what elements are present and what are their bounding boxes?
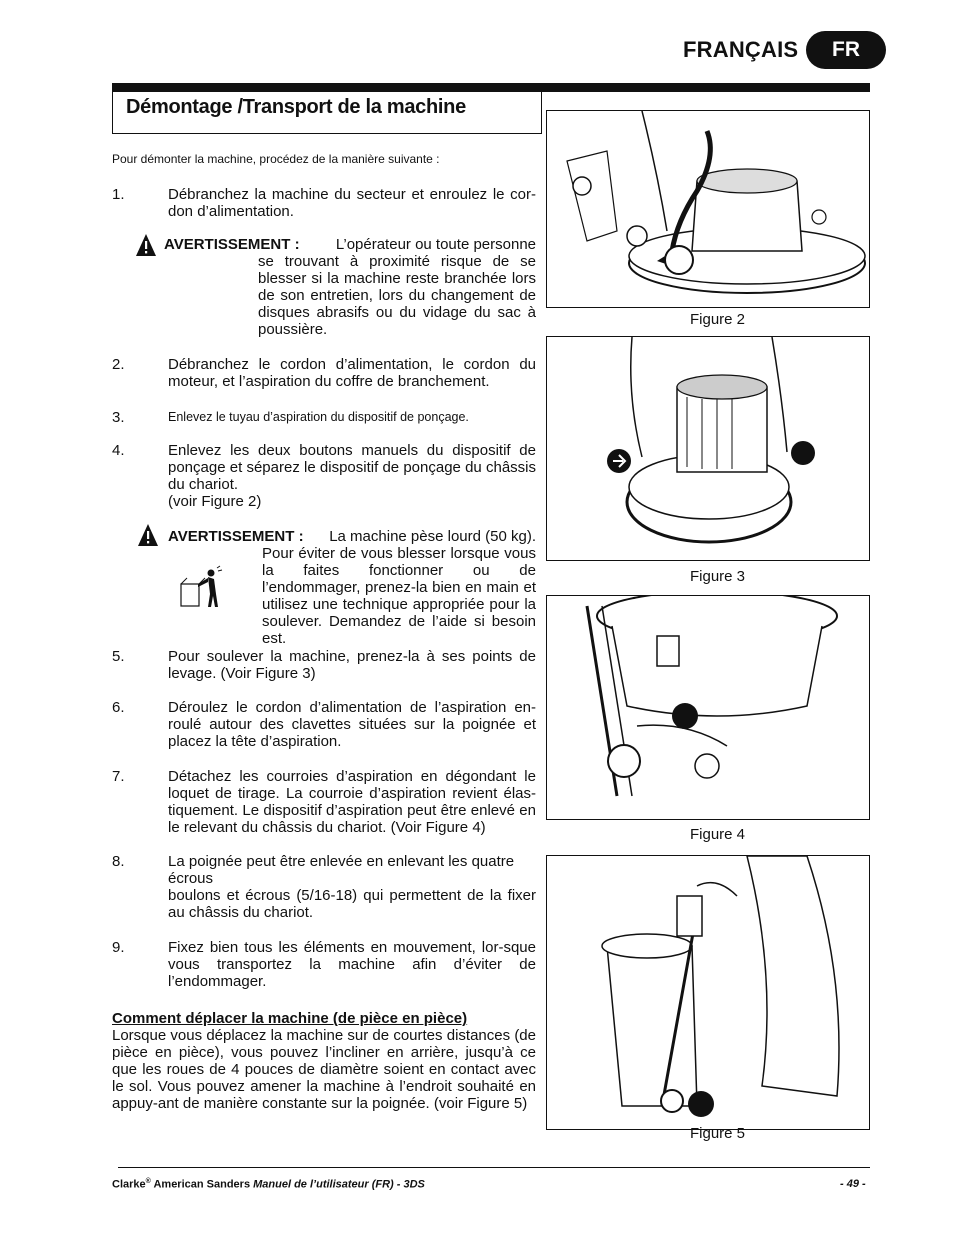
- figure-3-illustration: [546, 336, 870, 561]
- warning-first-line: La machine pèse lourd (50 kg).: [329, 528, 536, 545]
- step-text-continued: boulons et écrous (5/16-18) qui permettent de la fixer au châssis du chariot.: [168, 887, 536, 921]
- heavy-lift-icon: [178, 564, 224, 610]
- language-code-badge: FR: [806, 31, 886, 69]
- lifting-points-drawing: [547, 337, 869, 560]
- footer-company: American Sanders: [153, 1178, 251, 1191]
- footer-registered: ®: [145, 1178, 151, 1185]
- figure-4-illustration: [546, 595, 870, 820]
- step-text: Débranchez le cordon d’alimentation, le cordon du moteur, et l’aspiration du coffre de branchement.: [168, 356, 536, 390]
- step-number: 6.: [112, 699, 125, 716]
- step-text: Fixez bien tous les éléments en mouvement, lor-sque vous transportez la machine afin d’éviter de l’endommager.: [168, 939, 536, 990]
- step-text: Enlevez les deux boutons manuels du dispositif de ponçage et séparez le dispositif de ponçage du châssis du chariot.: [168, 442, 536, 493]
- step-3: [112, 409, 536, 426]
- header-rule: [112, 83, 870, 92]
- vacuum-removal-drawing: [547, 596, 869, 819]
- warning-triangle-icon: [135, 233, 157, 257]
- page-number: - 49 -: [840, 1178, 866, 1190]
- step-7: [112, 768, 536, 836]
- step-number: 8.: [112, 853, 125, 870]
- section-title: Démontage /Transport de la machine: [126, 96, 466, 118]
- intro-text: Pour démonter la machine, procédez de la manière suivante :: [112, 152, 440, 166]
- tilting-machine-drawing: [547, 856, 869, 1129]
- warning-2-text: Pour éviter de vous blesser lorsque vous la faites fonctionner ou de l’endommager, prenez-la bien en main et utilisez une technique appropriée pour la soulever. Demandez de l’aide si besoin est.: [262, 545, 536, 647]
- warning-label: AVERTISSEMENT :: [168, 528, 304, 545]
- footer-rule: [118, 1167, 870, 1168]
- sander-head-drawing: [547, 111, 869, 307]
- step-2: [112, 356, 536, 390]
- step-number: 9.: [112, 939, 125, 956]
- step-text: Débranchez la machine du secteur et enroulez le cor-don d’alimentation.: [168, 186, 536, 220]
- step-text: Détachez les courroies d’aspiration en dégondant le loquet de tirage. La courroie d’aspiration revient élas-tiquement. Le dispositif d’aspiration peut être enlevé en le relevant du châssis du chariot. (Voir Figure 4): [168, 768, 536, 836]
- figure-caption: Figure 2: [690, 311, 746, 328]
- step-1: [112, 186, 536, 220]
- figure-5-illustration: [546, 855, 870, 1130]
- warning-triangle-icon: [137, 523, 159, 547]
- transport-text: Lorsque vous déplacez la machine sur de courtes distances (de pièce en pièce), vous pouvez l’incliner en arrière, jusqu’à ce que les roues de 4 pouces de diamètre soient en contact avec le sol. Vous pouvez amener la machine à l’endroit souhaité en appuy-ant de manière constante sur la poignée. (voir Figure 5): [112, 1027, 536, 1112]
- step-5: [112, 648, 536, 682]
- step-text: Enlevez le tuyau d’aspiration du dispositif de ponçage.: [168, 410, 469, 424]
- footer-text: [112, 1178, 425, 1191]
- warning-1: [164, 236, 536, 253]
- step-number: 2.: [112, 356, 125, 373]
- warning-label: AVERTISSEMENT :: [164, 236, 300, 253]
- figure-caption: Figure 5: [690, 1125, 746, 1142]
- step-text: Déroulez le cordon d’alimentation de l’aspiration en-roulé autour des clavettes situées sur la poignée et placez la tête d’aspiration.: [168, 699, 536, 750]
- step-number: 7.: [112, 768, 125, 785]
- step-figure-ref: (voir Figure 2): [168, 493, 262, 510]
- step-6: [112, 699, 536, 750]
- step-number: 3.: [112, 409, 125, 426]
- transport-heading: Comment déplacer la machine (de pièce en pièce): [112, 1010, 468, 1027]
- step-text: La poignée peut être enlevée en enlevant les quatre écrous: [168, 853, 515, 887]
- figure-caption: Figure 3: [690, 568, 746, 585]
- step-number: 5.: [112, 648, 125, 665]
- step-number: 4.: [112, 442, 125, 459]
- step-text: Pour soulever la machine, prenez-la à ses points de levage. (Voir Figure 3): [168, 648, 536, 682]
- footer-brand: Clarke: [112, 1178, 146, 1191]
- step-number: 1.: [112, 186, 125, 203]
- step-8: [112, 853, 536, 921]
- footer-manual: Manuel de l’utilisateur (FR) - 3DS: [253, 1178, 425, 1191]
- warning-1-text: se trouvant à proximité risque de se blesser si la machine reste branchée lors de son entretien, lors du changement de disques abrasifs ou du vidage du sac à poussière.: [258, 253, 536, 338]
- figure-caption: Figure 4: [690, 826, 746, 843]
- language-label: FRANÇAIS: [683, 37, 799, 62]
- step-9: [112, 939, 536, 990]
- warning-first-line: L’opérateur ou toute personne: [335, 236, 536, 253]
- figure-2-illustration: [546, 110, 870, 308]
- warning-2: [168, 528, 536, 545]
- step-4: [112, 442, 536, 510]
